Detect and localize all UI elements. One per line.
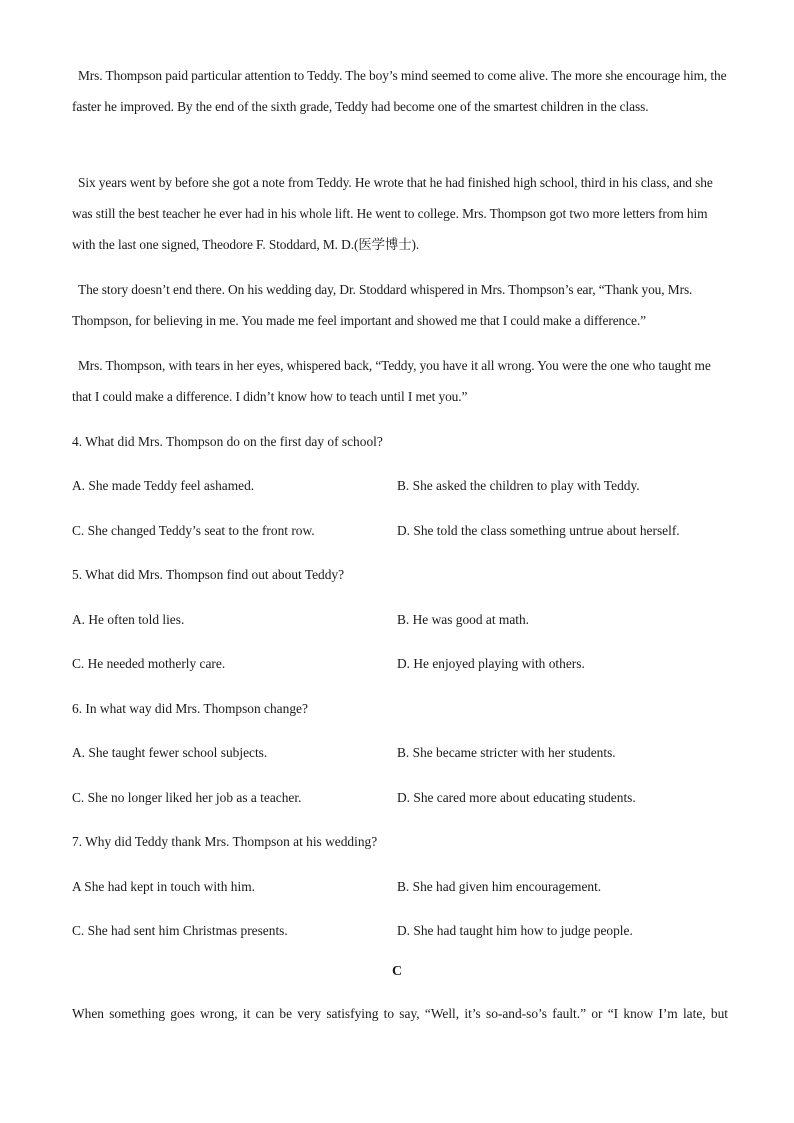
question-6-option-c: C. She no longer liked her job as a teacher. [72,790,302,805]
question-7-option-a: A She had kept in touch with him. [72,879,255,894]
question-5-option-c: C. He needed motherly care. [72,656,226,671]
question-5-option-d: D. He enjoyed playing with others. [397,656,585,671]
section-c-heading: C [391,964,403,979]
question-4-option-b: B. She asked the children to play with Teddy. [397,478,640,493]
question-5-option-a: A. He often told lies. [72,612,185,627]
passage-paragraph-1: Mrs. Thompson paid particular attention to Teddy. The boy’s mind seemed to come alive. The more she encourage him, the faster he improved. By the end of the sixth grade, Teddy had become one of the smartest children in the class. [72,68,727,114]
question-6-option-d: D. She cared more about educating students. [397,790,636,805]
question-4-option-d: D. She told the class something untrue about herself. [397,523,680,538]
question-4-stem: 4. What did Mrs. Thompson do on the first day of school? [72,434,383,449]
question-4-option-a: A. She made Teddy feel ashamed. [72,478,255,493]
question-6-option-b: B. She became stricter with her students. [397,745,616,760]
question-6-stem: 6. In what way did Mrs. Thompson change? [72,701,308,716]
passage-paragraph-4: Mrs. Thompson, with tears in her eyes, whispered back, “Teddy, you have it all wrong. You were the one who taught me that I could make a difference. I didn’t know how to teach until I met you.” [72,358,711,404]
question-7-stem: 7. Why did Teddy thank Mrs. Thompson at his wedding? [72,834,378,849]
question-4-option-c: C. She changed Teddy’s seat to the front row. [72,523,315,538]
passage-paragraph-2: Six years went by before she got a note from Teddy. He wrote that he had finished high school, third in his class, and she was still the best teacher he ever had in his whole lift. He went to college. Mrs. Thompson got two more letters from him with the last one signed, Theodore F. Stoddard, M. D.(医学博士). [72,175,713,252]
passage-paragraph-3: The story doesn’t end there. On his wedding day, Dr. Stoddard whispered in Mrs. Thompson’s ear, “Thank you, Mrs. Thompson, for believing in me. You made me feel important and showed me that I could make a difference.” [72,282,693,328]
question-5-option-b: B. He was good at math. [397,612,530,627]
question-5-stem: 5. What did Mrs. Thompson find out about Teddy? [72,567,345,582]
section-c-first-line: When something goes wrong, it can be very satisfying to say, “Well, it’s so-and-so’s fault.” or “I know I’m late, but [72,1006,728,1021]
question-7-option-b: B. She had given him encouragement. [397,879,602,894]
question-7-option-d: D. She had taught him how to judge people. [397,923,633,938]
question-7-option-c: C. She had sent him Christmas presents. [72,923,288,938]
question-6-option-a: A. She taught fewer school subjects. [72,745,268,760]
